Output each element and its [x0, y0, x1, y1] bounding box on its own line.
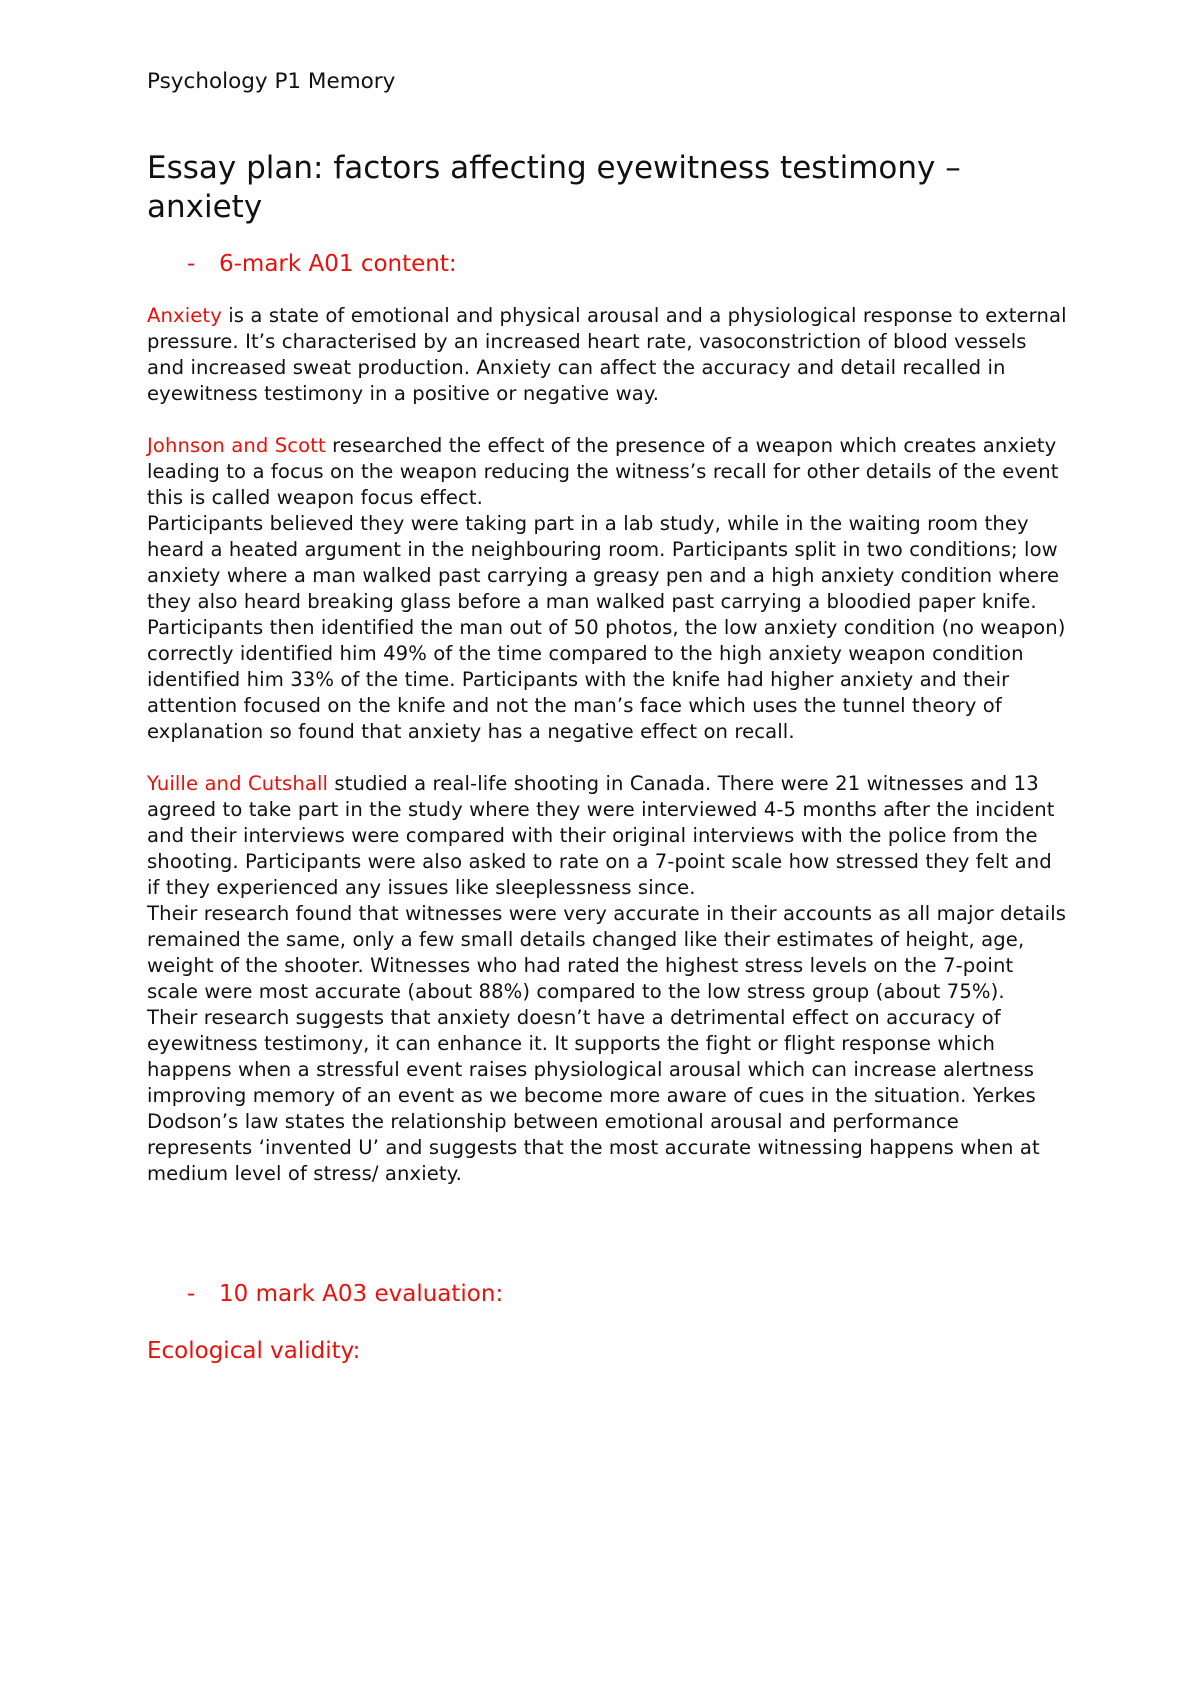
- anxiety-term: Anxiety: [147, 304, 222, 327]
- a01-section-heading: [147, 249, 1067, 279]
- johnson-scott-term: Johnson and Scott: [147, 434, 326, 457]
- yuille-cutshall-term: Yuille and Cutshall: [147, 772, 329, 795]
- yuille-cutshall-body-2: Their research found that witnesses were very accurate in their accounts as all major details remained the same, only a few small details changed like their estimates of height, age, weight of the shooter. Witnesses who had rated the highest stress levels on the 7-point scale were most accurate (about 88%) compared to the low stress group (about 75%).: [147, 902, 1067, 1003]
- ecological-validity-heading: Ecological validity:: [147, 1338, 361, 1364]
- document-header: Psychology P1 Memory: [147, 69, 396, 94]
- document-page: [147, 68, 1067, 1366]
- yuille-cutshall-paragraph: [147, 771, 1067, 1187]
- bullet-dash: -: [187, 251, 196, 277]
- a03-section-heading: [147, 1279, 1067, 1309]
- yuille-cutshall-body-3: Their research suggests that anxiety doesn’t have a detrimental effect on accuracy of eyewitness testimony, it can enhance it. It supports the fight or flight response which happens when a stressful event raises physiological arousal which can increase alertness improving memory of an event as we become more aware of cues in the situation. Yerkes Dodson’s law states the relationship between emotional arousal and performance represents ‘invented U’ and suggests that the most accurate witnessing happens when at medium level of stress/ anxiety.: [147, 1006, 1040, 1185]
- johnson-scott-body-2: Participants believed they were taking part in a lab study, while in the waiting room they heard a heated argument in the neighbouring room. Participants split in two conditions; low anxiety where a man walked past carrying a greasy pen and a high anxiety condition where they also heard breaking glass before a man walked past carrying a bloodied paper knife.: [147, 512, 1060, 613]
- johnson-scott-paragraph: [147, 433, 1067, 745]
- a03-heading-text: 10 mark A03 evaluation:: [219, 1281, 504, 1307]
- anxiety-body: is a state of emotional and physical arousal and a physiological response to external pressure. It’s characterised by an increased heart rate, vasoconstriction of blood vessels and increased sweat production. Anxiety can affect the accuracy and detail recalled in eyewitness testimony in a positive or negative way.: [147, 304, 1067, 405]
- johnson-scott-body-1: researched the effect of the presence of a weapon which creates anxiety leading to a focus on the weapon reducing the witness’s recall for other details of the event this is called weapon focus effect.: [147, 434, 1059, 509]
- a01-heading-text: 6-mark A01 content:: [219, 251, 457, 277]
- anxiety-definition-paragraph: [147, 303, 1067, 407]
- page-title: Essay plan: factors affecting eyewitness testimony – anxiety: [147, 150, 961, 225]
- yuille-cutshall-body-1: studied a real-life shooting in Canada. There were 21 witnesses and 13 agreed to take part in the study where they were interviewed 4-5 months after the incident and their interviews were compared with their original interviews with the police from the shooting. Participants were also asked to rate on a 7-point scale how stressed they felt and if they experienced any issues like sleeplessness since.: [147, 772, 1055, 899]
- johnson-scott-body-3: Participants then identified the man out of 50 photos, the low anxiety condition (no weapon) correctly identified him 49% of the time compared to the high anxiety weapon condition identified him 33% of the time. Participants with the knife had higher anxiety and their attention focused on the knife and not the man’s face which uses the tunnel theory of explanation so found that anxiety has a negative effect on recall.: [147, 616, 1066, 743]
- bullet-dash: -: [187, 1281, 196, 1307]
